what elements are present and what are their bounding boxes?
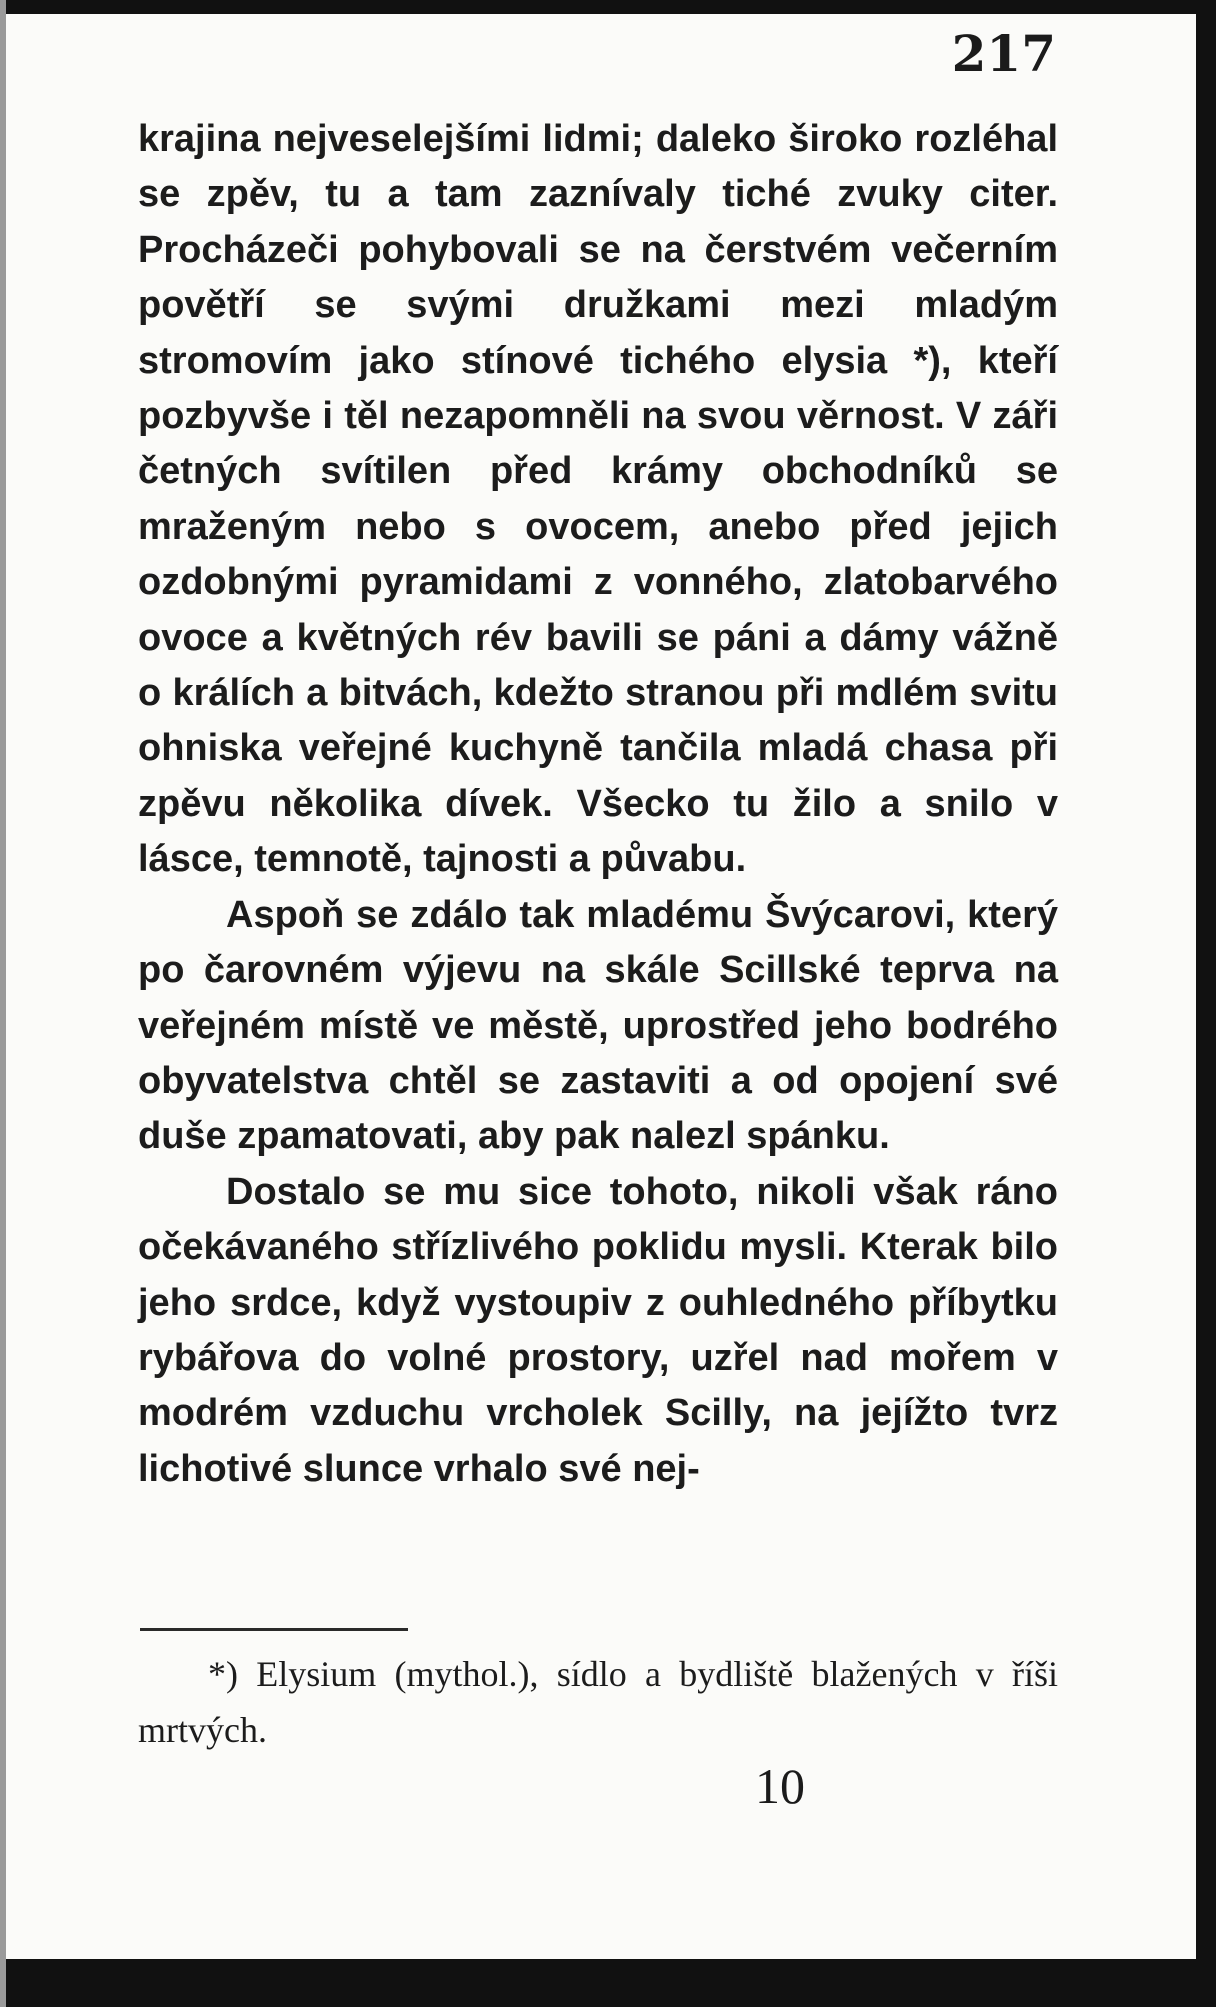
paragraph-3: Dostalo se mu sice tohoto, nikoli však ráno očekávaného střízlivého poklidu mysli. Kterak bilo jeho srdce, když vystoupiv z ouhledného příbytku rybářova do volné prostory, uzřel nad mořem v modrém vzduchu vrcholek Scilly, na jejížto tvrz lichotivé slunce vrhalo své nej- [138,1170,1058,1490]
paragraph-1: krajina nejveselejšími lidmi; daleko široko rozléhal se zpěv, tu a tam zaznívaly tiché zvuky citer. Procházeči pohybovali se na čerstvém večerním povětří se svými družkami mezi mladým stromovím jako stínové tichého elysia *), kteří pozbyvše i těl nezapomněli na svou věrnost. V záři četných svítilen před krámy obchodníků se mraženým nebo s ovocem, anebo před jejich ozdobnými pyramidami z vonného, zlatobarvého ovoce a květných rév bavili se páni a dámy vážně o králích a bitvách, kdežto stranou při mdlém svitu ohniska veřejné kuchyně tančila mladá chasa při zpěvu několika dívek. Všecko tu žilo a snilo v lásce, temnotě, tajnosti a půvabu. [138,118,1058,881]
signature-mark: 10 [755,1758,805,1814]
scan-border-bottom [0,1959,1216,2007]
body-text [138,112,1058,1497]
footnote: *) Elysium (mythol.), sídlo a bydliště blažených v říši mrtvých. [138,1654,1058,1750]
scan-border-left [0,0,6,2007]
scan-border-top [0,0,1216,14]
scan-border-right [1196,0,1216,2007]
footnote-rule [140,1628,408,1631]
paragraph-2: Aspoň se zdálo tak mladému Švýcarovi, který po čarovném výjevu na skále Scillské teprva na veřejném místě ve městě, uprostřed jeho bodrého obyvatelstva chtěl se zastaviti a od opojení své duše zpamatovati, aby pak nalezl spánku. [138,893,1058,1158]
page-number: 217 [951,24,1056,83]
